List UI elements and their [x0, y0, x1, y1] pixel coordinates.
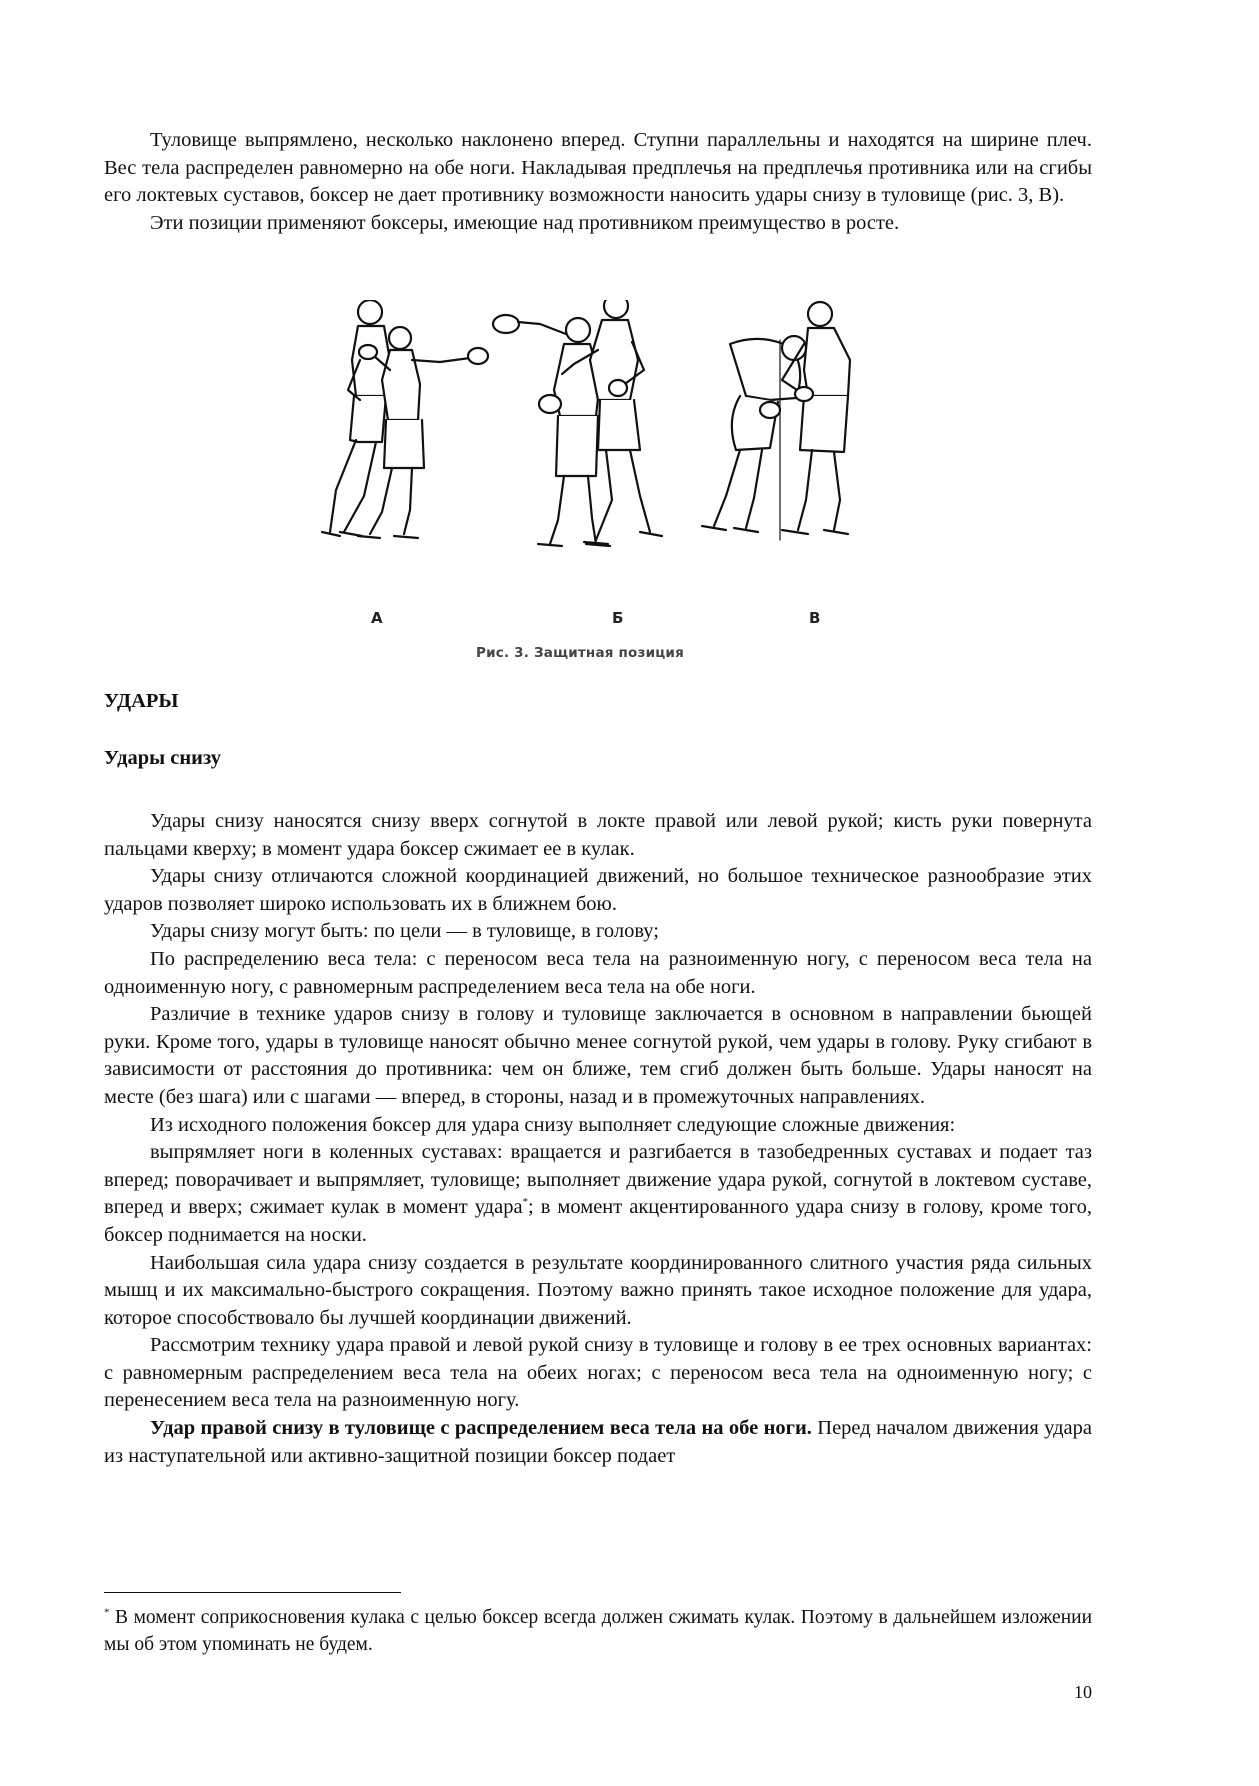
- footnote-divider: [104, 1592, 401, 1593]
- body-paragraph-8: Наибольшая сила удара снизу создается в результате координированного слитного участия ряда сильных мышц и их максимально-быстрого сокращения. Поэтому важно принять такое исходное положение для удара, которое способствовало бы лучшей координации движений.: [104, 1251, 1092, 1329]
- figure-defensive-positions: [300, 300, 960, 670]
- footnote: [104, 1604, 1092, 1658]
- figure-label-a: А: [371, 609, 383, 627]
- figure-label-c: В: [809, 609, 821, 627]
- body-paragraph-3: Удары снизу могут быть: по цели — в туловище, в голову;: [150, 920, 659, 943]
- page-number: 10: [1074, 1682, 1092, 1702]
- intro-paragraph-1: Туловище выпрямлено, несколько наклонено вперед. Ступни параллельны и находятся на ширине плеч. Вес тела распределен равномерно на обе ноги. Накладывая предплечья на предплечья противника или на сгибы его локтевых суставов, боксер не дает противнику возможности наносить удары снизу в туловище (рис. 3, В).: [104, 129, 1092, 207]
- body-paragraph-10-rest: Перед началом движения удара из наступательной или активно-защитной позиции боксер подает: [104, 1417, 1093, 1467]
- body-paragraph-10-bold: Удар правой снизу в туловище с распределением веса тела на обе ноги.: [150, 1417, 812, 1440]
- body-paragraph-4: По распределению веса тела: с переносом веса тела на разноименную ногу, с переносом веса тела на одноименную ногу, с равномерным распределением веса тела на обе ноги.: [104, 947, 1092, 998]
- body-paragraph-9: Рассмотрим технику удара правой и левой рукой снизу в туловище и голову в ее трех основных вариантах: с равномерным распределением веса тела на обеих ногах; с переносом веса тела на одноименную ногу; с перенесением веса тела на разноименную ногу.: [104, 1334, 1092, 1412]
- footnote-reference[interactable]: *: [522, 1196, 529, 1209]
- footnote-body: В момент соприкосновения кулака с целью боксер всегда должен сжимать кулак. Поэтому в дальнейшем изложении мы об этом упоминать не будем.: [104, 1607, 1092, 1655]
- body-paragraph-6: Из исходного положения боксер для удара снизу выполняет следующие сложные движения:: [150, 1113, 956, 1136]
- body-paragraph-7-part-b: ; в момент акцентированного удара снизу в голову, кроме того, боксер поднимается на носки.: [104, 1196, 1092, 1246]
- figure-c-drawing: [702, 302, 850, 540]
- figure-a-drawing: [322, 300, 488, 538]
- subsection-heading: Удары снизу: [104, 747, 222, 769]
- main-text-block: [104, 808, 1092, 1470]
- intro-block: [104, 127, 1092, 237]
- footnote-text: [104, 1604, 1092, 1658]
- intro-paragraph-2: Эти позиции применяют боксеры, имеющие над противником преимущество в росте.: [150, 211, 900, 234]
- footnote-mark: *: [104, 1606, 110, 1619]
- figure-b-drawing: [493, 300, 662, 546]
- boxers-illustration: [300, 300, 960, 610]
- body-paragraph-7: [104, 1139, 1092, 1249]
- body-paragraph-5: Различие в технике ударов снизу в голову и туловище заключается в основном в направлении бьющей руки. Кроме того, удары в туловище наносят обычно менее согнутой рукой, чем удары в голову. Руку сгибают в зависимости от расстояния до противника: чем он ближе, тем сгиб должен быть больше. Удары наносят на месте (без шага) или с шагами — вперед, в стороны, назад и в промежуточных направлениях.: [104, 1003, 1092, 1108]
- body-paragraph-1: Удары снизу наносятся снизу вверх согнутой в локте правой или левой рукой; кисть руки повернута пальцами кверху; в момент удара боксер сжимает ее в кулак.: [104, 810, 1092, 860]
- figure-caption: Рис. 3. Защитная позиция: [476, 645, 684, 661]
- body-paragraph-2: Удары снизу отличаются сложной координацией движений, но большое техническое разнообразие этих ударов позволяет широко использовать их в ближнем бою.: [104, 865, 1092, 915]
- section-heading: УДАРЫ: [104, 690, 179, 712]
- body-paragraph-10: [104, 1415, 1092, 1470]
- body-paragraph-7-part-a: выпрямляет ноги в коленных суставах: вращается и разгибается в тазобедренных суставах и подает таз вперед; поворачивает и выпрямляет, туловище; выполняет движение удара рукой, согнутой в локтевом суставе, вперед и вверх; сжимает кулак в момент удара: [104, 1141, 1092, 1219]
- figure-label-b: Б: [612, 609, 624, 627]
